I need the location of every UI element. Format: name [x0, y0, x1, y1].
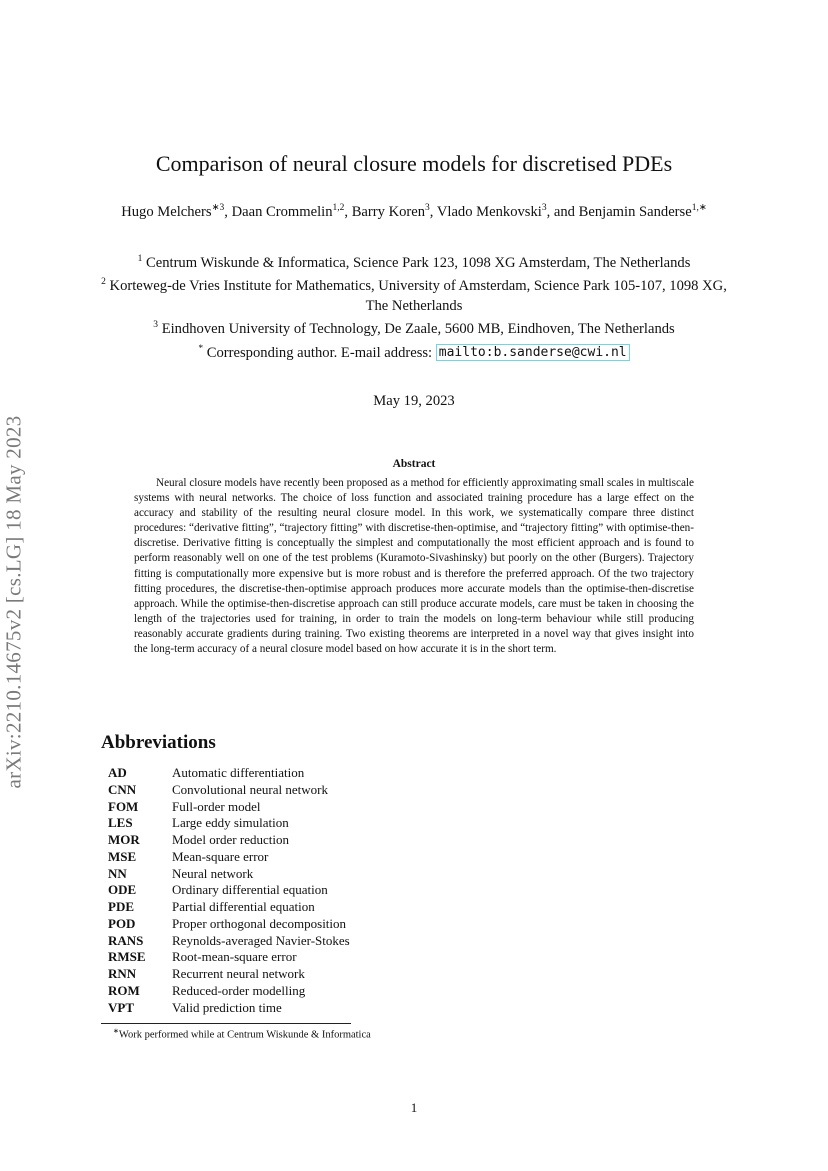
abbreviation-key: RNN — [108, 966, 137, 981]
abbreviation-value: Valid prediction time — [172, 999, 282, 1015]
abbreviation-value: Large eddy simulation — [172, 815, 289, 831]
author-list: Hugo Melchers$^{∗3}$, Daan Crommelin$^{1,2}$, Barry Koren$^3$, Vlado Menkovski$^3$, and Benjamin Sanderse$^{1,∗}$ — [121, 203, 707, 220]
author-sup: 1,∗ — [691, 203, 707, 213]
abbreviation-row — [108, 899, 350, 916]
corresponding-author — [90, 340, 738, 363]
author-sup: ∗3 — [211, 203, 225, 213]
abbreviation-key: POD — [108, 915, 136, 931]
abbreviation-key: ROM — [108, 982, 140, 998]
abbreviation-key: RMSE — [108, 949, 146, 965]
abbreviation-row — [108, 983, 350, 1000]
corresponding-sup: * — [198, 343, 204, 354]
abbreviation-value: Reynolds-averaged Navier-Stokes — [172, 932, 350, 948]
footnote — [113, 1027, 371, 1041]
abbreviation-key: MSE — [108, 848, 137, 864]
author-name: Hugo Melchers — [121, 203, 212, 220]
abbreviation-row — [108, 966, 350, 983]
abbreviation-row — [108, 933, 350, 950]
affiliation-sup: 2 — [101, 277, 106, 288]
abbreviation-value: Reduced-order modelling — [172, 982, 306, 998]
abbreviation-key: MOR — [108, 832, 140, 847]
affiliation — [90, 273, 738, 316]
abbreviation-value: Automatic differentiation — [172, 765, 305, 780]
affiliation-sup: 3 — [153, 320, 159, 331]
abstract-heading: Abstract — [392, 458, 436, 470]
abbreviation-value: Root-mean-square error — [172, 949, 297, 965]
author-name: Daan Crommelin — [231, 203, 333, 220]
abbreviation-row — [108, 765, 350, 782]
author-name: Barry Koren — [351, 203, 426, 220]
abbreviation-value: Ordinary differential equation — [172, 882, 328, 898]
abbreviation-row — [108, 949, 350, 966]
author-sup: 3 — [541, 203, 547, 213]
footnote-sup: ∗ — [113, 1027, 119, 1035]
abbreviation-row — [108, 849, 350, 866]
abbreviation-key: VPT — [108, 999, 134, 1015]
abbreviation-row — [108, 866, 350, 883]
affiliation-text: Korteweg-de Vries Institute for Mathematics, University of Amsterdam, Science Park 105-107, 1098 XG, The Netherlands — [109, 278, 727, 314]
affiliation-text: Eindhoven University of Technology, De Zaale, 5600 MB, Eindhoven, The Netherlands — [161, 321, 675, 338]
abbreviation-row — [108, 916, 350, 933]
abbreviation-row — [108, 832, 350, 849]
email-link[interactable]: mailto:b.sanderse@cwi.nl — [436, 344, 630, 361]
abbreviation-row — [108, 782, 350, 799]
paper-title: Comparison of neural closure models for discretised PDEs — [155, 151, 673, 176]
footnote-divider — [101, 1023, 351, 1024]
abbreviation-value: Mean-square error — [172, 848, 269, 864]
abbreviation-row — [108, 882, 350, 899]
author-name: Benjamin Sanderse — [578, 203, 692, 220]
abbreviation-row — [108, 1000, 350, 1017]
abbreviation-row — [108, 799, 350, 816]
abbreviation-key: LES — [108, 815, 133, 831]
abbreviation-key: AD — [108, 765, 127, 780]
abbreviation-value: Partial differential equation — [172, 899, 315, 914]
abbreviation-key: NN — [108, 865, 127, 881]
abbreviation-key: PDE — [108, 899, 134, 914]
abbreviation-value: Neural network — [172, 865, 254, 881]
affiliation — [90, 316, 738, 339]
author-sup: 1,2 — [332, 203, 345, 213]
paper-date: May 19, 2023 — [373, 393, 455, 409]
abbreviation-value: Proper orthogonal decomposition — [172, 915, 347, 931]
page-number: 1 — [410, 1100, 418, 1115]
abbreviation-key: RANS — [108, 932, 144, 948]
author-sup: 3 — [425, 203, 430, 213]
abbreviations-list — [108, 765, 350, 1016]
abbreviation-key: FOM — [108, 798, 139, 814]
abbreviation-value: Convolutional neural network — [172, 781, 328, 797]
abbreviation-key: CNN — [108, 781, 137, 797]
affiliation-sup: 1 — [137, 254, 143, 264]
author-name: Vlado Menkovski — [436, 203, 542, 220]
abbreviation-key: ODE — [108, 882, 137, 898]
affiliations — [90, 250, 738, 363]
corresponding-text: Corresponding author. E-mail address: — [206, 344, 433, 361]
abbreviation-value: Full-order model — [172, 798, 261, 814]
abstract-text: Neural closure models have recently been proposed as a method for efficiently approximating small scales in multiscale systems with neural networks. The choice of loss function and associated training procedure has a large effect on the accuracy and stability of the resulting neural closure model. In this work, we systematically compare three distinct procedures: “derivative fitting”, “trajectory fitting” with discretise-then-optimise, and “trajectory fitting” with optimise-then-discretise. Derivative fitting is conceptually the simplest and computationally the most efficient approach and is found to perform reasonably well on one of the test problems (Kuramoto-Sivashinsky) but poorly on the other (Burgers). Trajectory fitting is computationally more expensive but is more robust and is therefore the preferred approach. Of the two trajectory fitting procedures, the discretise-then-optimise approach produces more accurate models than the optimise-then-discretise approach. While the optimise-then-discretise approach can still produce accurate models, care must be taken in choosing the length of the trajectories used for training, in order to train the models on long-term behaviour while still producing reasonably accurate gradients during training. Two existing theorems are interpreted in a novel way that gives insight into the long-term accuracy of a neural closure model based on how accurate it is in the short term. — [134, 477, 694, 656]
affiliation-text: Centrum Wiskunde & Informatica, Science Park 123, 1098 XG Amsterdam, The Netherlands — [146, 254, 691, 271]
abbreviations-heading: Abbreviations — [101, 732, 216, 753]
abbreviation-value: Model order reduction — [172, 832, 289, 847]
abbreviation-row — [108, 815, 350, 832]
arxiv-stamp-text: arXiv:2210.14675v2 [cs.LG] 18 May 2023 — [1, 415, 26, 789]
affiliation — [90, 250, 738, 273]
footnote-text: Work performed while at Centrum Wiskunde & Informatica — [118, 1029, 371, 1041]
abbreviation-value: Recurrent neural network — [172, 966, 305, 981]
